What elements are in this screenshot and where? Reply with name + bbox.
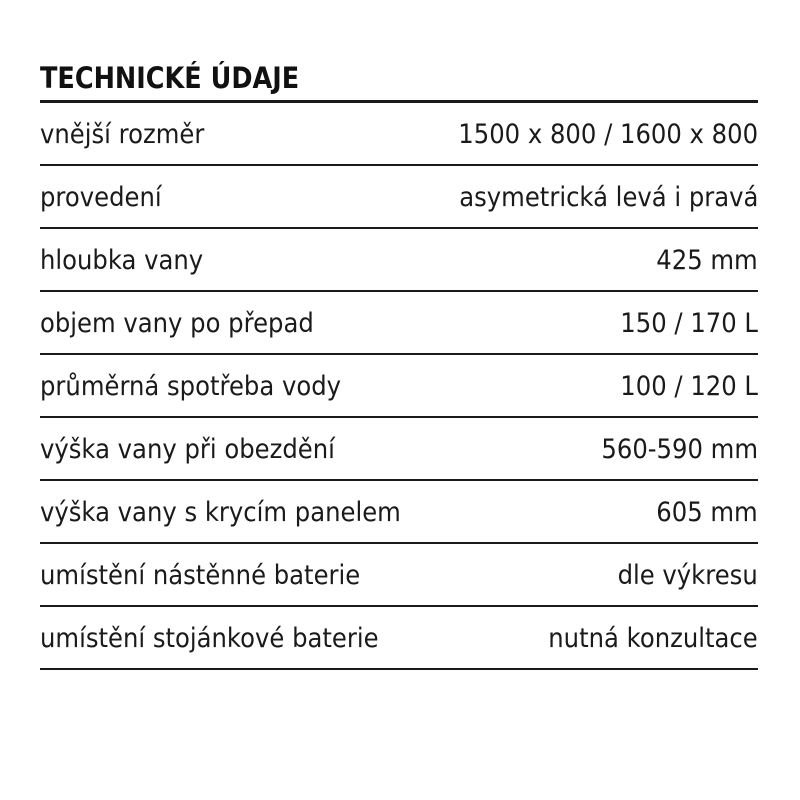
spec-value: 150 / 170 L xyxy=(620,308,758,339)
spec-value: 100 / 120 L xyxy=(620,371,758,402)
spec-row-outer-dimensions xyxy=(40,103,758,166)
spec-value: nutná konzultace xyxy=(548,623,758,654)
spec-value: 560-590 mm xyxy=(601,434,758,465)
spec-row-water-consumption xyxy=(40,355,758,418)
spec-value: 605 mm xyxy=(656,497,758,528)
spec-row-height-built-in xyxy=(40,418,758,481)
spec-value: 425 mm xyxy=(656,245,758,276)
specs-table xyxy=(40,103,758,670)
spec-value: 1500 x 800 / 1600 x 800 xyxy=(458,119,758,150)
page-title: TECHNICKÉ ÚDAJE xyxy=(40,61,300,95)
spec-row-overflow-volume xyxy=(40,292,758,355)
spec-row-tub-depth xyxy=(40,229,758,292)
spec-value: dle výkresu xyxy=(617,560,758,591)
spec-value: asymetrická levá i pravá xyxy=(458,182,758,213)
spec-label: hloubka vany xyxy=(40,245,204,276)
spec-row-wall-faucet xyxy=(40,544,758,607)
technical-specs-sheet xyxy=(40,58,758,670)
spec-label: výška vany s krycím panelem xyxy=(40,497,401,528)
spec-label: umístění nástěnné baterie xyxy=(40,560,361,591)
spec-label: umístění stojánkové baterie xyxy=(40,623,379,654)
spec-label: provedení xyxy=(40,182,162,213)
spec-row-design xyxy=(40,166,758,229)
spec-label: objem vany po přepad xyxy=(40,308,314,339)
spec-row-standing-faucet xyxy=(40,607,758,670)
spec-label: výška vany při obezdění xyxy=(40,434,335,465)
spec-row-height-with-panel xyxy=(40,481,758,544)
spec-label: průměrná spotřeba vody xyxy=(40,371,342,402)
spec-label: vnější rozměr xyxy=(40,119,205,150)
